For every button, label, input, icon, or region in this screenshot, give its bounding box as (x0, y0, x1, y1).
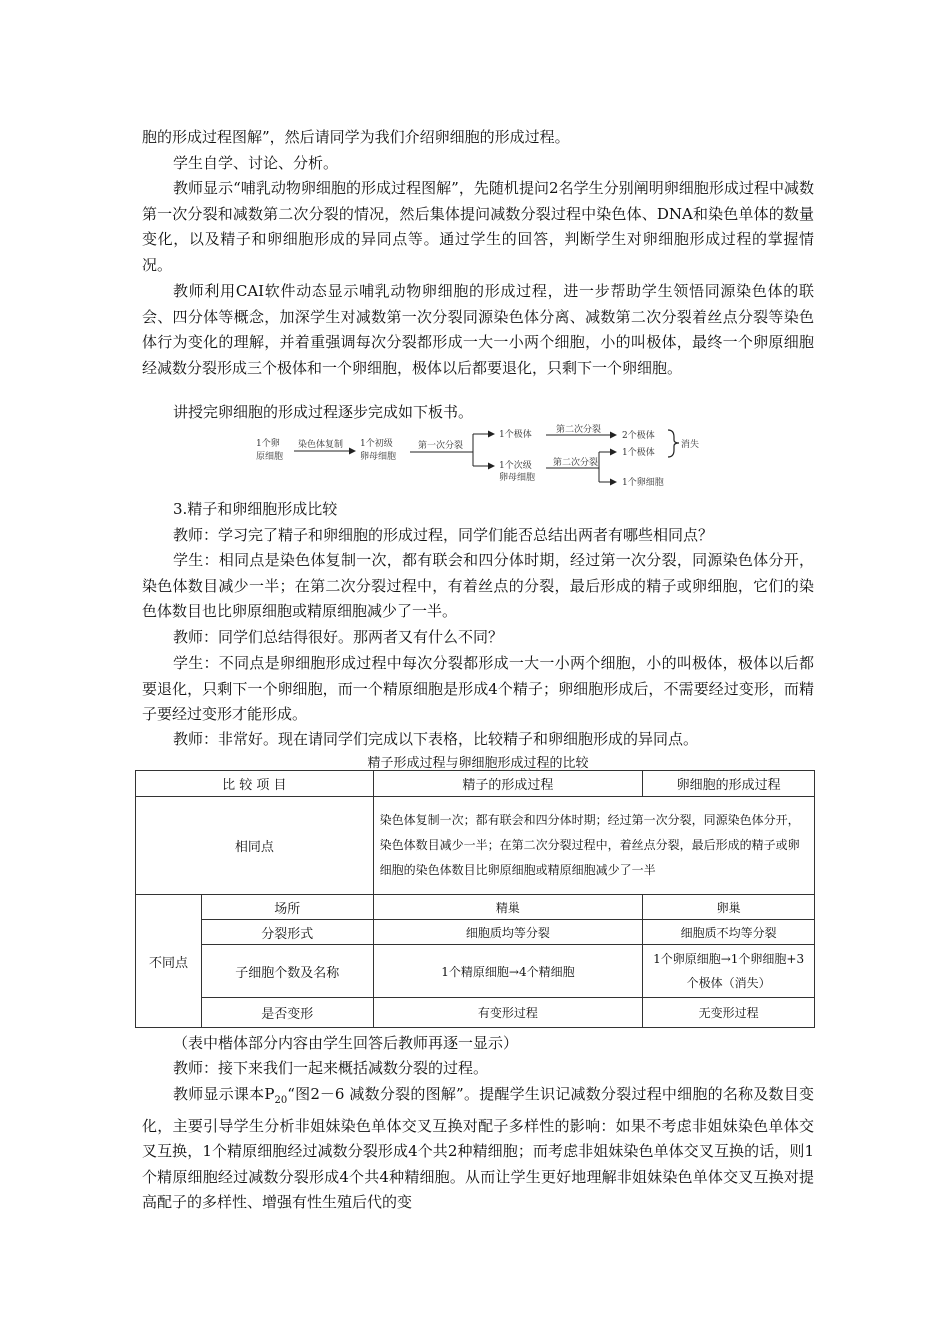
diagram-label-first-division: 第一次分裂 (418, 441, 464, 451)
row-sperm: 1个精原细胞→4个精细胞 (373, 945, 643, 998)
diagram-degenerate-brace (668, 430, 679, 457)
paragraph-student-self-study: 学生自学、讨论、分析。 (173, 154, 339, 172)
table-header-row (136, 771, 815, 797)
header-egg: 卵细胞的形成过程 (643, 771, 815, 797)
row-item: 分裂形式 (201, 920, 373, 945)
row-egg: 无变形过程 (643, 998, 815, 1028)
diagram-second-polar-body: 1个极体 (622, 448, 655, 458)
same-label: 相同点 (136, 797, 374, 895)
row-egg: 卵巢 (643, 895, 815, 920)
diagram-first-polar-body: 1个极体 (499, 430, 532, 440)
paragraph-teacher-summary: 教师：接下来我们一起来概括减数分裂的过程。 (173, 1059, 489, 1077)
table-caption: 精子形成过程与卵细胞形成过程的比较 (367, 756, 589, 771)
header-sperm: 精子的形成过程 (373, 771, 643, 797)
paragraph-teacher-cai: 教师利用CAI软件动态显示哺乳动物卵细胞的形成过程，进一步帮助学生领悟同源染色体的联会、四分体等概念，加深学生对减数第一次分裂同源染色体分离、减数第二次分裂着丝点分裂等染色体行为变化的理解，并着重强调每次分裂都形成一大一小两个细胞，小的叫极体，最终一个卵原细胞经减数分裂形成三个极体和一个卵细胞，极体以后都要退化，只剩下一个卵细胞。 (142, 282, 814, 377)
textbook-ref-body: “图2－6 减数分裂的图解”。提醒学生识记减数分裂过程中细胞的名称及数目变化，主要引导学生分析非姐妹染色单体交叉互换对配子多样性的影响：如果不考虑非姐妹染色单体交叉互换，1个精原细胞经过减数分裂形成4个共2种精细胞；而考虑非姐妹染色单体交叉互换的话，则1个精原细胞经过减数分裂形成4个共4种精细胞。从而让学生更好地理解非姐妹染色单体交叉互换对提高配子的多样性、增强有性生殖后代的变 (142, 1085, 815, 1212)
paragraph-teacher-display-egg: 教师显示“哺乳动物卵细胞的形成过程图解”，先随机提问2名学生分别阐明卵细胞形成过程中减数第一次分裂和减数第二次分裂的情况，然后集体提问减数分裂过程中染色体、DNA和染色单体的数量变化，以及精子和卵细胞形成的异同点等。通过学生的回答，判断学生对卵细胞形成过程的掌握情况。 (142, 179, 814, 274)
row-sperm: 细胞质均等分裂 (373, 920, 643, 945)
table-row-same (136, 797, 815, 895)
row-item: 子细胞个数及名称 (201, 945, 373, 998)
diagram-oogonium-line1: 1个卵 (256, 439, 280, 449)
textbook-ref-prefix: 教师显示课本P (173, 1085, 275, 1103)
diagram-label-second-division-bottom: 第二次分裂 (553, 458, 599, 468)
paragraph-blackboard-intro: 讲授完卵细胞的形成过程逐步完成如下板书。 (173, 403, 474, 421)
table-row (136, 945, 815, 998)
diagram-label-second-division-top: 第二次分裂 (556, 425, 602, 435)
diagram-secondary-oocyte-line1: 1个次级 (499, 461, 532, 471)
comparison-table (135, 770, 815, 1028)
paragraph-student-answer-diff: 学生：不同点是卵细胞形成过程中每次分裂都形成一大一小两个细胞，小的叫极体，极体以后都要退化，只剩下一个卵细胞，而一个精原细胞是形成4个精子；卵细胞形成后，不需要经过变形，而精子要经过变形才能形成。 (142, 654, 814, 724)
header-item: 比 较 项 目 (136, 771, 374, 797)
same-text: 染色体复制一次；都有联会和四分体时期；经过第一次分裂，同源染色体分开，染色体数目减少一半；在第二次分裂过程中，着丝点分裂，最后形成的精子或卵细胞的染色体数目比卵原细胞或精原细胞减少了一半 (373, 797, 814, 895)
paragraph-intro-tail: 胞的形成过程图解”，然后请同学为我们介绍卵细胞的形成过程。 (142, 128, 570, 146)
paragraph-table-note: （表中楷体部分内容由学生回答后教师再逐一显示） (173, 1034, 519, 1052)
diagram-two-polar-bodies: 2个极体 (622, 431, 655, 441)
row-egg: 1个卵原细胞→1个卵细胞+3个极体（消失） (643, 945, 815, 998)
paragraph-teacher-textbook (142, 1082, 814, 1216)
oogenesis-diagram (0, 422, 950, 502)
table-row (136, 920, 815, 945)
diagram-label-replication: 染色体复制 (298, 440, 344, 450)
textbook-page-number: 20 (274, 1095, 288, 1106)
paragraph-teacher-question-same: 教师：学习完了精子和卵细胞的形成过程，同学们能否总结出两者有哪些相同点？ (173, 526, 714, 544)
section-heading-comparison: 3.精子和卵细胞形成比较 (173, 500, 338, 518)
row-item: 是否变形 (201, 998, 373, 1028)
paragraph-teacher-question-diff: 教师：同学们总结得很好。那两者又有什么不同？ (173, 628, 504, 646)
diagram-degenerate-label: 消失 (681, 440, 700, 450)
table-row (136, 895, 815, 920)
paragraph-student-answer-same: 学生：相同点是染色体复制一次，都有联会和四分体时期，经过第一次分裂，同源染色体分开，染色体数目减少一半；在第二次分裂过程中，有着丝点的分裂，最后形成的精子或卵细胞，它们的染色体数目也比卵原细胞或精原细胞减少了一半。 (142, 551, 814, 621)
diff-label: 不同点 (136, 895, 202, 1028)
diagram-egg-cell: 1个卵细胞 (622, 478, 664, 488)
diagram-oogonium-line2: 原细胞 (256, 452, 284, 462)
diagram-secondary-oocyte-line2: 卵母细胞 (499, 473, 536, 483)
row-sperm: 精巢 (373, 895, 643, 920)
paragraph-teacher-table-intro: 教师：非常好。现在请同学们完成以下表格，比较精子和卵细胞形成的异同点。 (173, 730, 699, 748)
row-egg: 细胞质不均等分裂 (643, 920, 815, 945)
table-row (136, 998, 815, 1028)
row-item: 场所 (201, 895, 373, 920)
diagram-primary-oocyte-line1: 1个初级 (360, 439, 393, 449)
diagram-primary-oocyte-line2: 卵母细胞 (360, 452, 397, 462)
row-sperm: 有变形过程 (373, 998, 643, 1028)
